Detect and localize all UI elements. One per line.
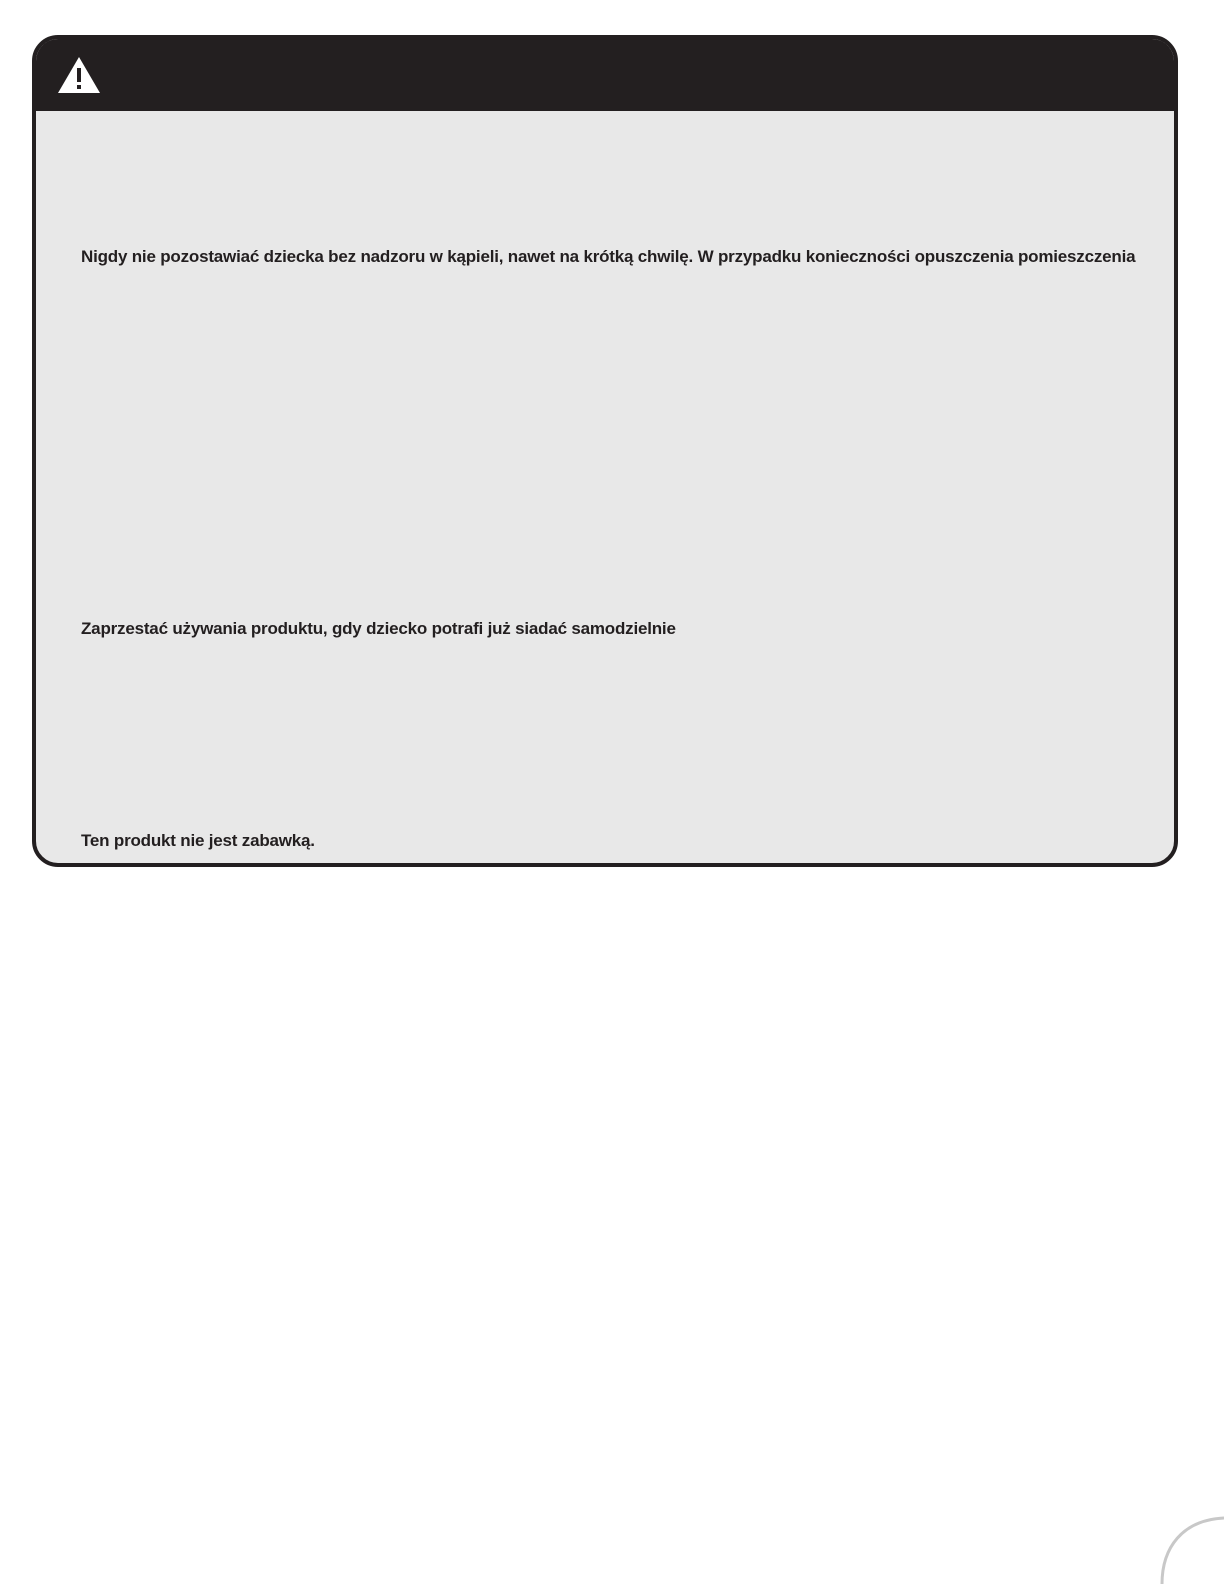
warning-header (36, 39, 1174, 111)
warning-text-supervision: Nigdy nie pozostawiać dziecka bez nadzoru w kąpieli, nawet na krótką chwilę. W przypadku konieczności opuszczenia pomieszczenia (81, 247, 1136, 266)
warning-triangle-icon (56, 55, 102, 95)
warning-box (32, 35, 1178, 867)
page-corner-arc (1150, 1508, 1224, 1584)
warning-text-stop-use: Zaprzestać używania produktu, gdy dziecko potrafi już siadać samodzielnie (81, 619, 676, 638)
warning-text-not-a-toy: Ten produkt nie jest zabawką. (81, 831, 315, 850)
